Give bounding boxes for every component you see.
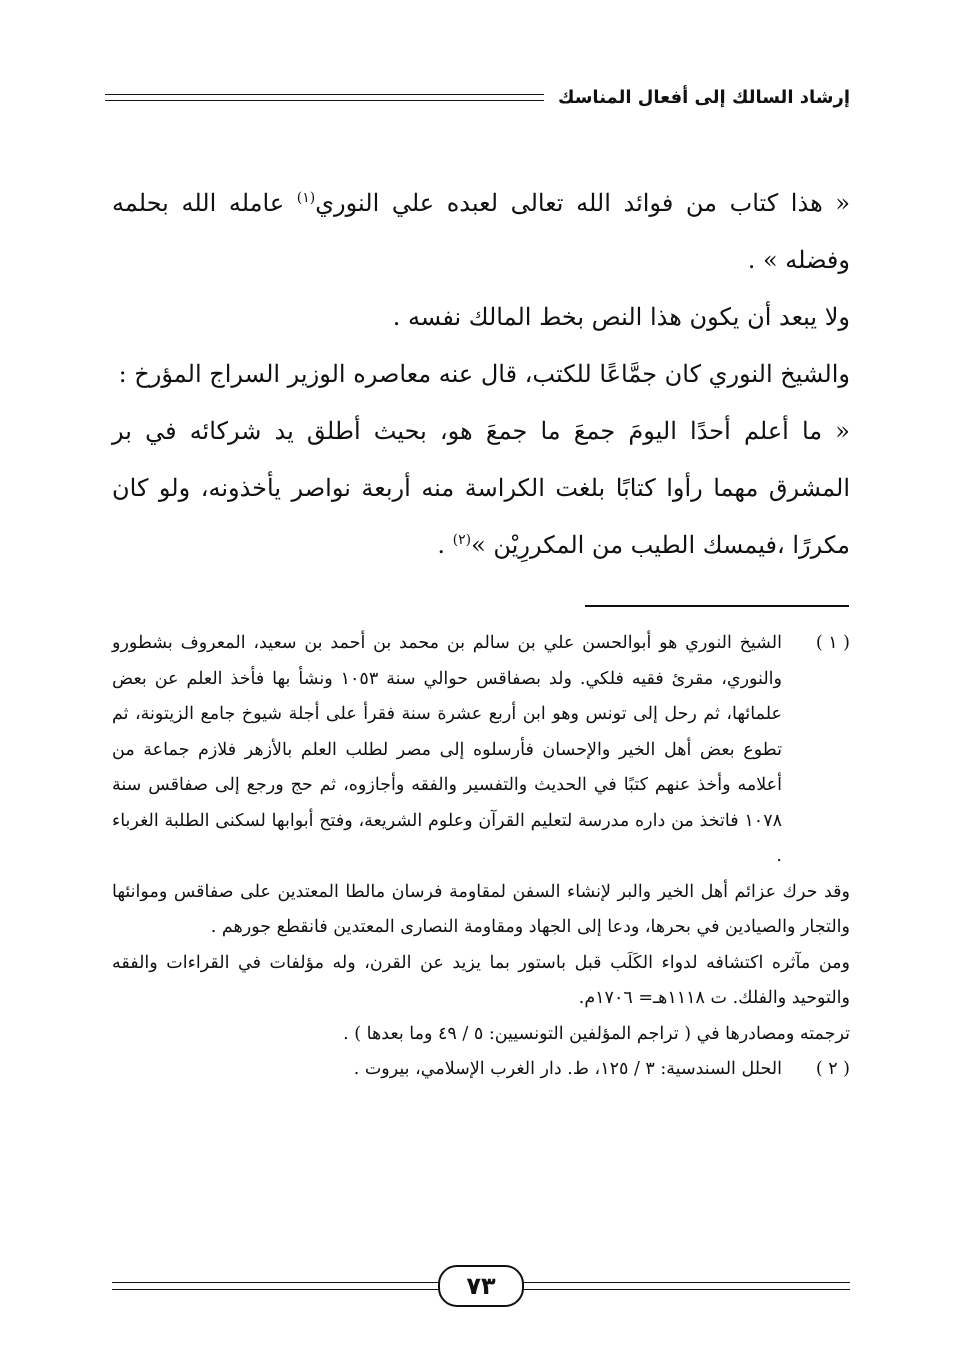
page-number: ٧٣ bbox=[438, 1265, 524, 1307]
footnote-2-text: الحلل السندسية: ٣ / ١٢٥، ط. دار الغرب الإسلامي، بيروت . bbox=[353, 1059, 782, 1079]
footnote-1 bbox=[112, 626, 850, 875]
paragraph-1 bbox=[112, 175, 850, 289]
footnote-ref-2: (٢) bbox=[452, 532, 472, 548]
paragraph-3: والشيخ النوري كان جمَّاعًا للكتب، قال عنه معاصره الوزير السراج المؤرخ : bbox=[118, 360, 850, 388]
footnote-ref-1: (١) bbox=[296, 190, 316, 206]
footnote-separator bbox=[585, 605, 849, 607]
footnote-2 bbox=[112, 1052, 850, 1088]
paragraph-2: ولا يبعد أن يكون هذا النص بخط المالك نفسه . bbox=[392, 303, 850, 331]
footnote-1-sources: ترجمته ومصادرها في ( تراجم المؤلفين التونسيين: ٥ / ٤٩ وما بعدها ) . bbox=[343, 1023, 850, 1044]
paragraph-4 bbox=[112, 403, 850, 574]
footnotes bbox=[112, 626, 850, 1088]
paragraph-4-text: « ما أعلم أحدًا اليومَ جمعَ ما جمعَ هو، بحيث أطلق يد شركائه في بر المشرق مهما رأوا كتابًا بلغت الكراسة منه أربعة نواصر يأخذونه، ولو كان مكررًا ،فيمسك الطيب من المكررِيْن » bbox=[112, 417, 850, 559]
paragraph-1-tail: عامله الله بحلمه وفضله » . bbox=[112, 189, 850, 274]
page-number-frame bbox=[112, 1262, 850, 1310]
footnote-1-paragraph: الشيخ النوري هو أبوالحسن علي بن سالم بن محمد بن أحمد بن سعيد، المعروف بشطورو والنوري، مقرئ فقيه فلكي. ولد بصفاقس حوالي سنة ١٠٥٣ ونشأ بها فأخذ العلم عن بعض علمائها، ثم رحل إلى تونس وهو ابن أربع عشرة سنة فقرأ على أجلة شيوخ جامع الزيتونة، ثم تطوع بعض أهل الخير والإحسان فأرسلوه إلى مصر لطلب العلم بالأزهر فلازم جماعة من أعلامه وأخذ عنهم كتبًا في الحديث والتفسير والفقه وأجازوه، ثم حج ورجع إلى صفاقس سنة ١٠٧٨ فاتخذ من داره مدرسة لتعليم القرآن وعلوم الشريعة، وفتح أبوابها لسكنى الطلبة الغرباء . bbox=[112, 633, 782, 866]
folio-rule-right bbox=[522, 1282, 850, 1290]
header-double-rule bbox=[105, 94, 544, 101]
footnote-1-number: ( ١ ) bbox=[815, 633, 850, 653]
running-title: إرشاد السالك إلى أفعال المناسك bbox=[557, 86, 850, 108]
footnote-1-continuation-1: وقد حرك عزائم أهل الخير والبر لإنشاء السفن لمقاومة فرسان مالطا المعتدين على صفاقس وموانئها والتجار والصيادين في بحرها، ودعا إلى الجهاد ومقاومة النصارى المعتدين فانقطع جورهم . bbox=[112, 881, 850, 937]
footnote-1-body bbox=[112, 626, 782, 875]
folio-rule-left bbox=[112, 1282, 440, 1290]
main-text bbox=[112, 175, 850, 574]
paragraph-4-tail: . bbox=[437, 531, 453, 559]
footnote-1-continuation-2: ومن مآثره اكتشافه لدواء الكَلَب قبل باستور بما يزيد عن القرن، وله مؤلفات في القراءات والفقه والتوحيد والفلك. ت ١١١٨هـ= ١٧٠٦م. bbox=[112, 952, 850, 1008]
footnote-2-body bbox=[112, 1052, 782, 1088]
footnote-2-number: ( ٢ ) bbox=[815, 1059, 850, 1079]
paragraph-1-text: « هذا كتاب من فوائد الله تعالى لعبده علي النوري bbox=[315, 189, 851, 217]
running-header bbox=[105, 82, 850, 112]
